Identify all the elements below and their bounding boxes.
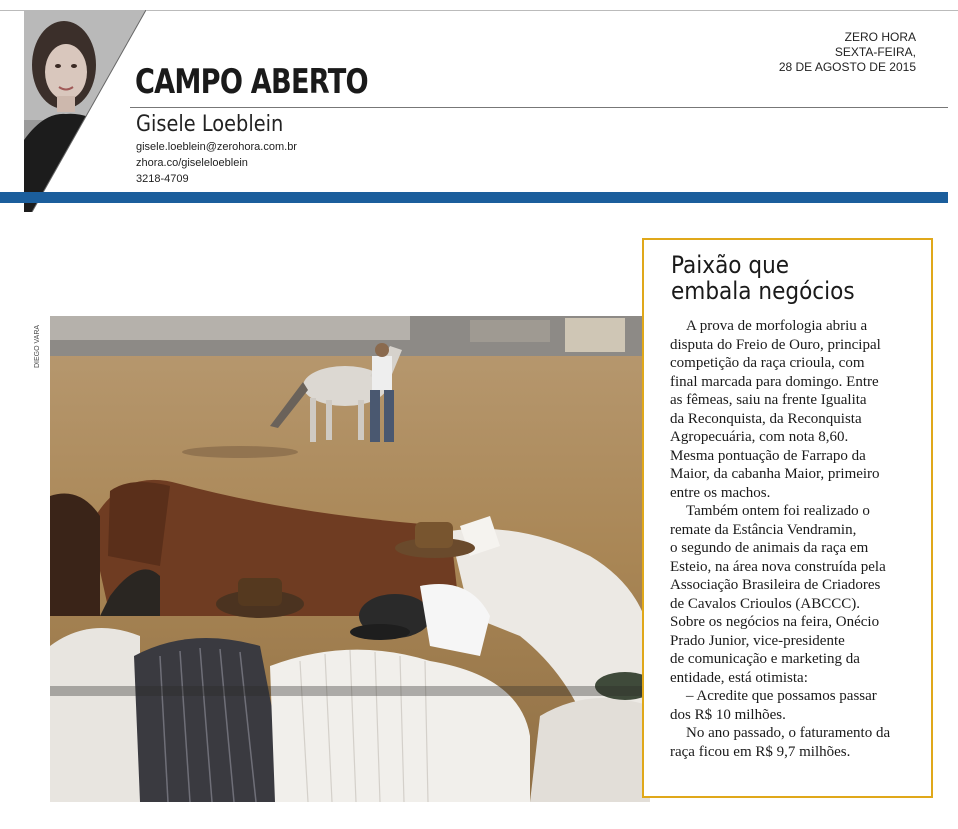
columnist-contact <box>136 139 297 187</box>
article-line: competição da raça crioula, com <box>670 355 865 371</box>
paper-dateline <box>779 30 916 75</box>
paper-name: ZERO HORA <box>844 30 916 44</box>
publication-date: 28 DE AGOSTO DE 2015 <box>778 60 916 74</box>
photo-credit: DIEGO VARA <box>34 324 41 368</box>
article-line: final marcada para domingo. Entre <box>670 373 879 390</box>
section-title: CAMPO ABERTO <box>135 62 368 102</box>
columnist-portrait <box>24 10 146 212</box>
article-line: Associação Brasileira de Criadores <box>670 577 881 593</box>
article-line: entidade, está otimista: <box>670 669 808 686</box>
article-line: – Acredite que possamos passar <box>686 688 877 704</box>
article-line: de Cavalos Crioulos (ABCCC). <box>670 595 860 612</box>
columnist-phone: 3218-4709 <box>136 173 189 185</box>
article-line: da Reconquista, da Reconquista <box>670 410 862 427</box>
headline-line: embala negócios <box>671 277 855 305</box>
accent-bar <box>0 192 948 203</box>
columnist-link[interactable]: zhora.co/giseleloeblein <box>136 157 248 169</box>
article-line: disputa do Freio de Ouro, principal <box>670 336 881 353</box>
article-line: Agropecuária, com nota 8,60. <box>670 429 849 445</box>
header-rule <box>130 107 948 108</box>
horses-photo <box>50 316 650 802</box>
columnist-name: Gisele Loeblein <box>136 112 284 137</box>
article-line: No ano passado, o faturamento da <box>686 725 891 741</box>
article-line: Prado Junior, vice-presidente <box>670 632 845 649</box>
article-line: A prova de morfologia abriu a <box>686 318 868 334</box>
article-line: Maior, da cabanha Maior, primeiro <box>670 466 880 482</box>
article-line: Também ontem foi realizado o <box>686 503 870 519</box>
article-line: Esteio, na área nova construída pela <box>670 558 886 575</box>
article-body <box>670 317 920 761</box>
article-line: Sobre os negócios na feira, Onécio <box>670 614 880 630</box>
article-line: remate da Estância Vendramin, <box>670 521 857 538</box>
article-line: Mesma pontuação de Farrapo da <box>670 447 866 464</box>
columnist-email[interactable]: gisele.loeblein@zerohora.com.br <box>136 141 297 153</box>
article-line: raça ficou em R$ 9,7 milhões. <box>670 743 851 760</box>
headline-line: Paixão que <box>671 251 790 279</box>
article-line: entre os machos. <box>670 484 771 501</box>
article-line: as fêmeas, saiu na frente Igualita <box>670 392 867 408</box>
article-line: de comunicação e marketing da <box>670 651 860 667</box>
weekday: SEXTA-FEIRA, <box>834 45 916 59</box>
article-line: dos R$ 10 milhões. <box>670 706 786 723</box>
article-headline <box>671 252 855 304</box>
article-line: o segundo de animais da raça em <box>670 540 869 556</box>
article-box <box>642 238 933 798</box>
